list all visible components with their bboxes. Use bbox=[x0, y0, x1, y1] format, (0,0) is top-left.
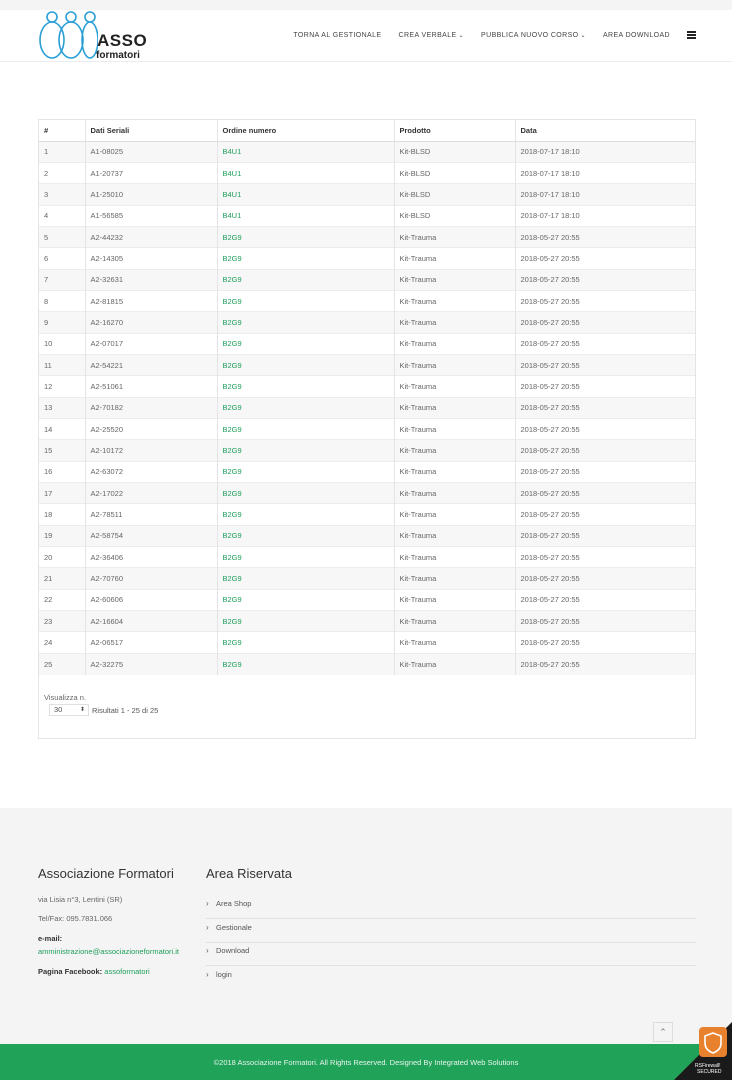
serial-cell: A2-63072 bbox=[85, 461, 217, 482]
order-link[interactable]: B2G9 bbox=[217, 354, 394, 375]
main-nav bbox=[276, 31, 696, 39]
table-row bbox=[39, 568, 695, 589]
row-index: 21 bbox=[39, 568, 85, 589]
table-row bbox=[39, 418, 695, 439]
serial-cell: A2-70182 bbox=[85, 397, 217, 418]
order-link[interactable]: B2G9 bbox=[217, 483, 394, 504]
serial-cell: A2-54221 bbox=[85, 354, 217, 375]
chevron-right-icon: › bbox=[206, 946, 209, 955]
copyright-text: ©2018 Associazione Formatori. All Rights Reserved. Designed By Integrated Web Solutions bbox=[213, 1058, 519, 1067]
nav-label: TORNA AL GESTIONALE bbox=[293, 31, 382, 39]
date-cell: 2018-05-27 20:55 bbox=[515, 418, 695, 439]
row-index: 11 bbox=[39, 354, 85, 375]
row-index: 24 bbox=[39, 632, 85, 653]
row-index: 12 bbox=[39, 376, 85, 397]
product-cell: Kit-Trauma bbox=[394, 440, 515, 461]
product-cell: Kit-Trauma bbox=[394, 269, 515, 290]
row-index: 7 bbox=[39, 269, 85, 290]
date-cell: 2018-05-27 20:55 bbox=[515, 440, 695, 461]
table-row bbox=[39, 611, 695, 632]
product-cell: Kit-Trauma bbox=[394, 568, 515, 589]
site-header bbox=[0, 10, 732, 62]
serial-cell: A2-17022 bbox=[85, 483, 217, 504]
hamburger-menu-icon[interactable] bbox=[687, 31, 696, 39]
serial-cell: A2-70760 bbox=[85, 568, 217, 589]
footer-link-label: login bbox=[216, 970, 232, 979]
order-link[interactable]: B2G9 bbox=[217, 525, 394, 546]
row-index: 5 bbox=[39, 226, 85, 247]
table-row bbox=[39, 397, 695, 418]
footer-link-label: Download bbox=[216, 946, 250, 955]
serial-cell: A2-16604 bbox=[85, 611, 217, 632]
chevron-right-icon: › bbox=[206, 923, 209, 932]
badge-line1: RSFirewall! bbox=[695, 1063, 721, 1069]
footer-title-area-riservata: Area Riservata bbox=[206, 866, 292, 881]
nav-torna-al-gestionale[interactable] bbox=[293, 32, 381, 39]
nav-label: AREA DOWNLOAD bbox=[602, 31, 670, 39]
logo-text: ASSO bbox=[97, 31, 148, 50]
product-cell: Kit-Trauma bbox=[394, 312, 515, 333]
page-size-select[interactable] bbox=[49, 704, 89, 716]
column-header[interactable]: Prodotto bbox=[394, 120, 515, 141]
results-count: Risultati 1 - 25 di 25 bbox=[92, 706, 159, 715]
order-link[interactable]: B2G9 bbox=[217, 440, 394, 461]
serial-cell: A2-78511 bbox=[85, 504, 217, 525]
page-size-value: 30 bbox=[54, 705, 63, 714]
product-cell: Kit-Trauma bbox=[394, 226, 515, 247]
footer-title-association: Associazione Formatori bbox=[38, 866, 174, 881]
row-index: 13 bbox=[39, 397, 85, 418]
date-cell: 2018-05-27 20:55 bbox=[515, 632, 695, 653]
page-size-label: Visualizza n. bbox=[44, 693, 86, 702]
date-cell: 2018-05-27 20:55 bbox=[515, 290, 695, 311]
row-index: 19 bbox=[39, 525, 85, 546]
row-index: 9 bbox=[39, 312, 85, 333]
column-header[interactable]: Ordine numero bbox=[217, 120, 394, 141]
row-index: 20 bbox=[39, 547, 85, 568]
row-index: 18 bbox=[39, 504, 85, 525]
product-cell: Kit-BLSD bbox=[394, 162, 515, 183]
row-index: 2 bbox=[39, 162, 85, 183]
serial-cell: A2-58754 bbox=[85, 525, 217, 546]
nav-area-download[interactable] bbox=[603, 32, 670, 39]
order-link[interactable]: B2G9 bbox=[217, 312, 394, 333]
order-link[interactable]: B2G9 bbox=[217, 504, 394, 525]
product-cell: Kit-BLSD bbox=[394, 141, 515, 162]
date-cell: 2018-07-17 18:10 bbox=[515, 162, 695, 183]
product-cell: Kit-BLSD bbox=[394, 184, 515, 205]
footer-facebook-row bbox=[38, 967, 150, 976]
table-row bbox=[39, 504, 695, 525]
serial-cell: A2-14305 bbox=[85, 248, 217, 269]
product-cell: Kit-Trauma bbox=[394, 589, 515, 610]
serial-cell: A2-44232 bbox=[85, 226, 217, 247]
email-link[interactable]: amministrazione@associazioneformatori.it bbox=[38, 947, 179, 956]
serial-cell: A2-32275 bbox=[85, 653, 217, 674]
table-row bbox=[39, 354, 695, 375]
top-strip bbox=[0, 0, 732, 10]
order-link[interactable]: B2G9 bbox=[217, 461, 394, 482]
date-cell: 2018-05-27 20:55 bbox=[515, 354, 695, 375]
row-index: 15 bbox=[39, 440, 85, 461]
serials-panel bbox=[38, 119, 696, 739]
facebook-label: Pagina Facebook: bbox=[38, 967, 103, 976]
order-link[interactable]: B2G9 bbox=[217, 376, 394, 397]
serial-cell: A2-16270 bbox=[85, 312, 217, 333]
table-row bbox=[39, 162, 695, 183]
table-row bbox=[39, 269, 695, 290]
row-index: 10 bbox=[39, 333, 85, 354]
date-cell: 2018-05-27 20:55 bbox=[515, 397, 695, 418]
date-cell: 2018-07-17 18:10 bbox=[515, 184, 695, 205]
order-link[interactable]: B4U1 bbox=[217, 141, 394, 162]
product-cell: Kit-Trauma bbox=[394, 376, 515, 397]
date-cell: 2018-07-17 18:10 bbox=[515, 205, 695, 226]
table-row bbox=[39, 205, 695, 226]
date-cell: 2018-05-27 20:55 bbox=[515, 547, 695, 568]
order-link[interactable]: B2G9 bbox=[217, 568, 394, 589]
row-index: 16 bbox=[39, 461, 85, 482]
serial-cell: A2-07017 bbox=[85, 333, 217, 354]
order-link[interactable]: B2G9 bbox=[217, 632, 394, 653]
chevron-right-icon: › bbox=[206, 970, 209, 979]
nav-crea-verbale[interactable] bbox=[399, 32, 465, 39]
row-index: 22 bbox=[39, 589, 85, 610]
table-row bbox=[39, 547, 695, 568]
footer-email-row bbox=[38, 947, 179, 956]
product-cell: Kit-Trauma bbox=[394, 290, 515, 311]
column-header[interactable]: Dati Seriali bbox=[85, 120, 217, 141]
table-row bbox=[39, 226, 695, 247]
footer-email-label bbox=[38, 934, 62, 943]
serial-cell: A1-25010 bbox=[85, 184, 217, 205]
row-index: 17 bbox=[39, 483, 85, 504]
chevron-down-icon: ⌄ bbox=[458, 32, 465, 39]
site-footer bbox=[0, 808, 732, 1044]
table-row bbox=[39, 632, 695, 653]
nav-pubblica-nuovo-corso[interactable] bbox=[481, 32, 586, 39]
order-link[interactable]: B4U1 bbox=[217, 205, 394, 226]
footer-link-download[interactable] bbox=[206, 943, 696, 966]
order-link[interactable]: B2G9 bbox=[217, 397, 394, 418]
footer-link-login[interactable] bbox=[206, 967, 696, 990]
column-header[interactable]: # bbox=[39, 120, 85, 141]
product-cell: Kit-Trauma bbox=[394, 354, 515, 375]
product-cell: Kit-Trauma bbox=[394, 248, 515, 269]
table-row bbox=[39, 440, 695, 461]
product-cell: Kit-Trauma bbox=[394, 483, 515, 504]
table-row bbox=[39, 653, 695, 674]
serial-cell: A1-56585 bbox=[85, 205, 217, 226]
footer-link-label: Area Shop bbox=[216, 899, 252, 908]
email-label: e-mail: bbox=[38, 934, 63, 943]
footer-link-area-shop[interactable] bbox=[206, 896, 696, 919]
site-logo[interactable] bbox=[38, 10, 148, 62]
table-row bbox=[39, 248, 695, 269]
serial-cell: A2-25520 bbox=[85, 418, 217, 439]
order-link[interactable]: B2G9 bbox=[217, 290, 394, 311]
column-header[interactable]: Data bbox=[515, 120, 695, 141]
footer-link-gestionale[interactable] bbox=[206, 920, 696, 943]
serial-cell: A2-51061 bbox=[85, 376, 217, 397]
row-index: 3 bbox=[39, 184, 85, 205]
date-cell: 2018-05-27 20:55 bbox=[515, 525, 695, 546]
date-cell: 2018-05-27 20:55 bbox=[515, 248, 695, 269]
serial-cell: A2-60606 bbox=[85, 589, 217, 610]
table-header-row bbox=[39, 120, 695, 141]
row-index: 1 bbox=[39, 141, 85, 162]
footer-address: via Lisia n°3, Lentini (SR) bbox=[38, 895, 123, 904]
chevron-down-icon: ⌄ bbox=[580, 32, 586, 39]
order-link[interactable]: B4U1 bbox=[217, 162, 394, 183]
serials-table bbox=[39, 120, 695, 675]
product-cell: Kit-Trauma bbox=[394, 653, 515, 674]
date-cell: 2018-05-27 20:55 bbox=[515, 653, 695, 674]
serial-cell: A2-81815 bbox=[85, 290, 217, 311]
order-link[interactable]: B2G9 bbox=[217, 589, 394, 610]
order-link[interactable]: B2G9 bbox=[217, 547, 394, 568]
date-cell: 2018-05-27 20:55 bbox=[515, 269, 695, 290]
date-cell: 2018-05-27 20:55 bbox=[515, 226, 695, 247]
order-link[interactable]: B2G9 bbox=[217, 653, 394, 674]
back-to-top-icon[interactable]: ⌃ bbox=[653, 1022, 673, 1042]
table-row bbox=[39, 525, 695, 546]
product-cell: Kit-Trauma bbox=[394, 461, 515, 482]
serial-cell: A1-20737 bbox=[85, 162, 217, 183]
date-cell: 2018-05-27 20:55 bbox=[515, 611, 695, 632]
footer-link-label: Gestionale bbox=[216, 923, 252, 932]
copyright-bar bbox=[0, 1044, 732, 1080]
chevron-right-icon: › bbox=[206, 899, 209, 908]
serial-cell: A2-32631 bbox=[85, 269, 217, 290]
select-arrows-icon: ⬍ bbox=[79, 707, 85, 713]
order-link[interactable]: B2G9 bbox=[217, 248, 394, 269]
order-link[interactable]: B2G9 bbox=[217, 418, 394, 439]
product-cell: Kit-BLSD bbox=[394, 205, 515, 226]
row-index: 23 bbox=[39, 611, 85, 632]
row-index: 25 bbox=[39, 653, 85, 674]
table-row bbox=[39, 184, 695, 205]
serial-cell: A1-08025 bbox=[85, 141, 217, 162]
logo-people-icon bbox=[38, 10, 98, 62]
row-index: 14 bbox=[39, 418, 85, 439]
date-cell: 2018-05-27 20:55 bbox=[515, 504, 695, 525]
order-link[interactable]: B2G9 bbox=[217, 333, 394, 354]
product-cell: Kit-Trauma bbox=[394, 525, 515, 546]
serial-cell: A2-10172 bbox=[85, 440, 217, 461]
date-cell: 2018-05-27 20:55 bbox=[515, 333, 695, 354]
table-row bbox=[39, 376, 695, 397]
date-cell: 2018-05-27 20:55 bbox=[515, 568, 695, 589]
date-cell: 2018-05-27 20:55 bbox=[515, 376, 695, 397]
logo-subtext: formatori bbox=[96, 50, 140, 61]
footer-phone: Tel/Fax: 095.7831.066 bbox=[38, 914, 113, 923]
table-row bbox=[39, 461, 695, 482]
serial-cell: A2-36406 bbox=[85, 547, 217, 568]
product-cell: Kit-Trauma bbox=[394, 333, 515, 354]
date-cell: 2018-05-27 20:55 bbox=[515, 461, 695, 482]
date-cell: 2018-07-17 18:10 bbox=[515, 141, 695, 162]
nav-label: CREA VERBALE bbox=[398, 31, 457, 39]
row-index: 8 bbox=[39, 290, 85, 311]
order-link[interactable]: B2G9 bbox=[217, 611, 394, 632]
order-link[interactable]: B4U1 bbox=[217, 184, 394, 205]
date-cell: 2018-05-27 20:55 bbox=[515, 589, 695, 610]
table-row bbox=[39, 483, 695, 504]
table-row bbox=[39, 290, 695, 311]
date-cell: 2018-05-27 20:55 bbox=[515, 483, 695, 504]
product-cell: Kit-Trauma bbox=[394, 504, 515, 525]
product-cell: Kit-Trauma bbox=[394, 397, 515, 418]
product-cell: Kit-Trauma bbox=[394, 632, 515, 653]
serial-cell: A2-06517 bbox=[85, 632, 217, 653]
facebook-link[interactable]: assoformatori bbox=[104, 967, 150, 976]
product-cell: Kit-Trauma bbox=[394, 611, 515, 632]
product-cell: Kit-Trauma bbox=[394, 418, 515, 439]
row-index: 6 bbox=[39, 248, 85, 269]
table-row bbox=[39, 589, 695, 610]
table-row bbox=[39, 141, 695, 162]
order-link[interactable]: B2G9 bbox=[217, 226, 394, 247]
nav-label: PUBBLICA NUOVO CORSO bbox=[481, 31, 579, 39]
date-cell: 2018-05-27 20:55 bbox=[515, 312, 695, 333]
product-cell: Kit-Trauma bbox=[394, 547, 515, 568]
row-index: 4 bbox=[39, 205, 85, 226]
table-row bbox=[39, 312, 695, 333]
table-row bbox=[39, 333, 695, 354]
order-link[interactable]: B2G9 bbox=[217, 269, 394, 290]
badge-line2: SECURED bbox=[697, 1069, 722, 1075]
